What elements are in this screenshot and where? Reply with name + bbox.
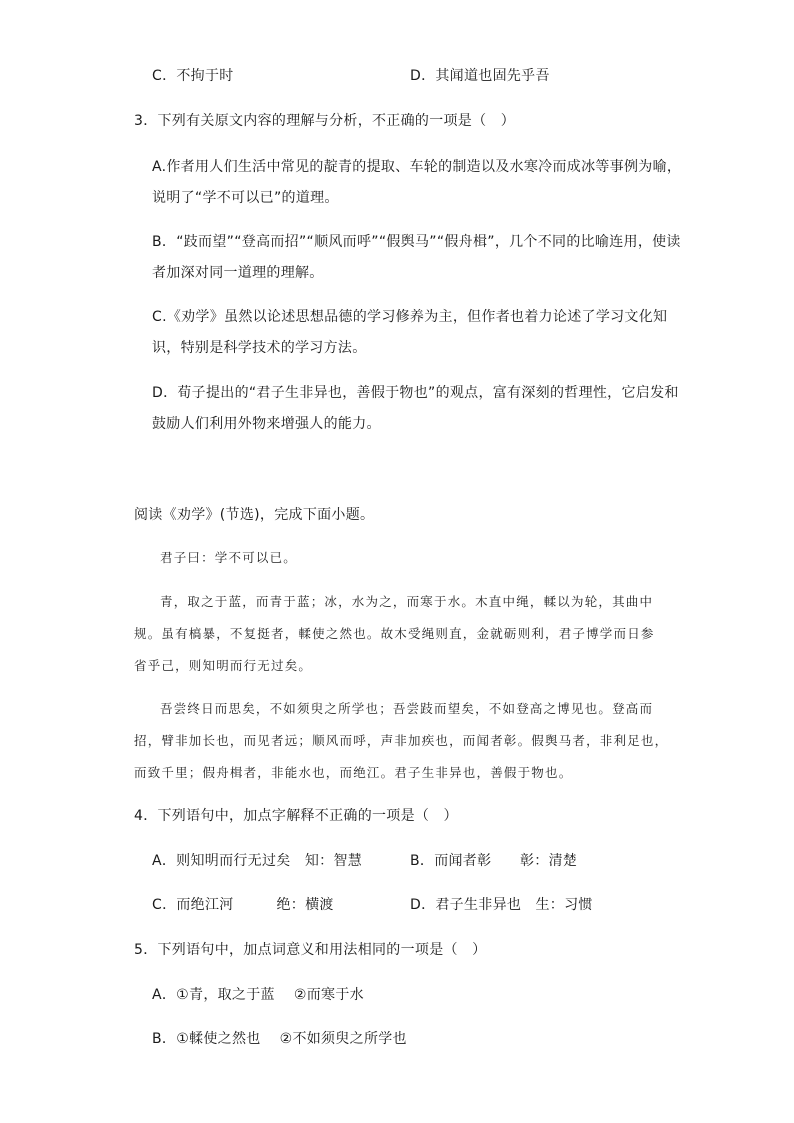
- q3-option-b-line2: 者加深对同一道理的理解。: [152, 265, 324, 281]
- q3-option-a-line2: 说明了“学不可以已”的道理。: [152, 190, 339, 206]
- passage-line: 省乎己，则知明而行无过矣。: [134, 658, 313, 673]
- passage-line: 君子曰：学不可以已。: [160, 550, 298, 565]
- q3-stem: 3．下列有关原文内容的理解与分析，不正确的一项是（ ）: [134, 113, 516, 129]
- passage-line: 吾尝终日而思矣，不如须臾之所学也；吾尝跂而望矣，不如登高之博见也。登高而: [160, 701, 654, 716]
- q3-option-a-line1: A.作者用人们生活中常见的靛青的提取、车轮的制造以及水寒冷而成冰等事例为喻，: [152, 159, 682, 175]
- passage-line: 规。虽有槁暴，不复挺者，輮使之然也。故木受绳则直，金就砺则利，君子博学而日参: [134, 626, 655, 641]
- q2-option-c: C．不拘于时: [152, 68, 234, 84]
- reading-intro: 阅读《劝学》(节选)，完成下面小题。: [134, 507, 375, 523]
- q2-option-d: D．其闻道也固先乎吾: [410, 68, 550, 84]
- passage-line: 青，取之于蓝，而青于蓝；冰，水为之，而寒于水。木直中绳，輮以为轮，其曲中: [160, 594, 654, 609]
- passage-line: 招，臂非加长也，而见者远；顺风而呼，声非加疾也，而闻者彰。假舆马者，非利足也，: [134, 733, 669, 748]
- q5-stem: 5．下列语句中，加点词意义和用法相同的一项是（ ）: [134, 942, 487, 958]
- q4-option-a: A．则知明而行无过矣 知：智慧: [152, 853, 363, 869]
- q5-option-a: A．①青，取之于蓝 ②而寒于水: [152, 987, 364, 1003]
- q3-option-c-line2: 识，特别是科学技术的学习方法。: [152, 340, 367, 356]
- q4-option-c: C．而绝江河 绝：横渡: [152, 897, 334, 913]
- q3-option-c-line1: C.《劝学》虽然以论述思想品德的学习修养为主，但作者也着力论述了学习文化知: [152, 309, 668, 325]
- q3-option-d-line2: 鼓励人们利用外物来增强人的能力。: [152, 416, 381, 432]
- passage-line: 而致千里；假舟楫者，非能水也，而绝江。君子生非异也，善假于物也。: [134, 765, 573, 780]
- q3-option-b-line1: B．“跂而望”“登高而招”“顺风而呼”“假舆马”“假舟楫”，几个不同的比喻连用，使读: [152, 234, 681, 250]
- q5-option-b: B．①輮使之然也 ②不如须臾之所学也: [152, 1031, 407, 1047]
- q3-option-d-line1: D．荀子提出的“君子生非异也，善假于物也”的观点，富有深刻的哲理性，它启发和: [152, 385, 679, 401]
- q4-option-b: B．而闻者彰 彰：清楚: [410, 853, 578, 869]
- q4-option-d: D．君子生非异也 生：习惯: [410, 897, 593, 913]
- q4-stem: 4．下列语句中，加点字解释不正确的一项是（ ）: [134, 808, 458, 824]
